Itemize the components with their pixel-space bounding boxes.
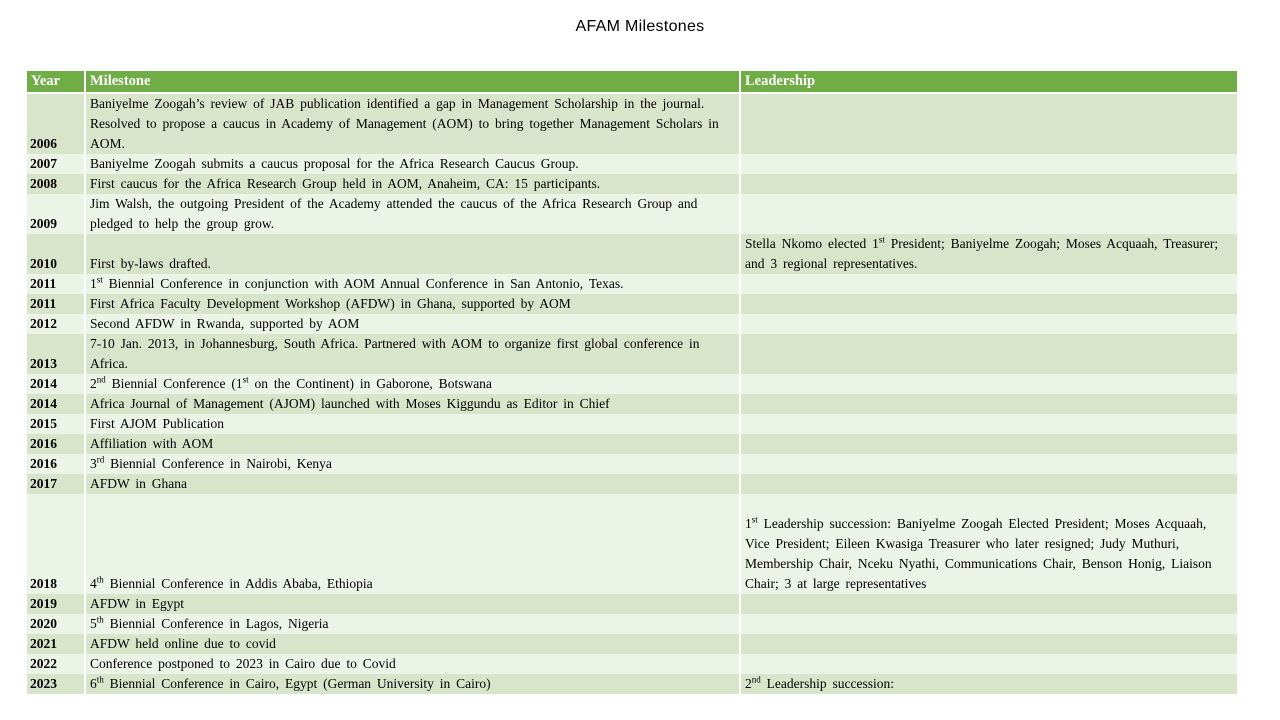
table-row xyxy=(27,674,1237,694)
table-row xyxy=(27,454,1237,474)
milestone-cell: Baniyelme Zoogah’s review of JAB publication identified a gap in Management Scholarship in the journal. Resolved to propose a caucus in Academy of Management (AOM) to bring together Management Scholars in AOM. xyxy=(85,93,740,154)
page-title: AFAM Milestones xyxy=(575,18,705,35)
leadership-cell xyxy=(740,414,1237,434)
milestones-table xyxy=(27,71,1237,694)
year-cell: 2022 xyxy=(27,654,85,674)
year-cell: 2018 xyxy=(27,494,85,594)
leadership-cell xyxy=(740,174,1237,194)
table-row xyxy=(27,93,1237,154)
milestone-cell: 1st Biennial Conference in conjunction with AOM Annual Conference in San Antonio, Texas. xyxy=(85,274,740,294)
table-row xyxy=(27,334,1237,374)
leadership-cell xyxy=(740,314,1237,334)
milestone-cell: 3rd Biennial Conference in Nairobi, Kenya xyxy=(85,454,740,474)
table-row xyxy=(27,654,1237,674)
milestone-cell: First AJOM Publication xyxy=(85,414,740,434)
milestone-cell: 5th Biennial Conference in Lagos, Nigeria xyxy=(85,614,740,634)
table-row xyxy=(27,394,1237,414)
year-cell: 2011 xyxy=(27,294,85,314)
leadership-cell xyxy=(740,634,1237,654)
year-cell: 2010 xyxy=(27,234,85,274)
leadership-cell xyxy=(740,594,1237,614)
leadership-cell xyxy=(740,614,1237,634)
column-header-milestone: Milestone xyxy=(85,71,740,93)
table-row xyxy=(27,274,1237,294)
year-cell: 2016 xyxy=(27,454,85,474)
table-row xyxy=(27,634,1237,654)
milestone-cell: Africa Journal of Management (AJOM) launched with Moses Kiggundu as Editor in Chief xyxy=(85,394,740,414)
leadership-cell xyxy=(740,334,1237,374)
year-cell: 2017 xyxy=(27,474,85,494)
milestone-cell: 7-10 Jan. 2013, in Johannesburg, South Africa. Partnered with AOM to organize first global conference in Africa. xyxy=(85,334,740,374)
milestone-cell: Baniyelme Zoogah submits a caucus proposal for the Africa Research Caucus Group. xyxy=(85,154,740,174)
milestone-cell: 2nd Biennial Conference (1st on the Continent) in Gaborone, Botswana xyxy=(85,374,740,394)
table-row xyxy=(27,494,1237,594)
milestone-cell: Second AFDW in Rwanda, supported by AOM xyxy=(85,314,740,334)
leadership-cell xyxy=(740,434,1237,454)
table-row xyxy=(27,194,1237,234)
year-cell: 2009 xyxy=(27,194,85,234)
milestones-table-body xyxy=(27,93,1237,694)
leadership-cell: 1st Leadership succession: Baniyelme Zoogah Elected President; Moses Acquaah, Vice President; Eileen Kwasiga Treasurer who later resigned; Judy Muthuri, Membership Chair, Nceku Nyathi, Communications Chair, Benson Honig, Liaison Chair; 3 at large representatives xyxy=(740,494,1237,594)
table-row xyxy=(27,294,1237,314)
milestone-cell: Jim Walsh, the outgoing President of the Academy attended the caucus of the Africa Research Group and pledged to help the group grow. xyxy=(85,194,740,234)
year-cell: 2016 xyxy=(27,434,85,454)
column-header-year: Year xyxy=(27,71,85,93)
year-cell: 2006 xyxy=(27,93,85,154)
table-row xyxy=(27,154,1237,174)
year-cell: 2021 xyxy=(27,634,85,654)
year-cell: 2013 xyxy=(27,334,85,374)
milestone-cell: First caucus for the Africa Research Group held in AOM, Anaheim, CA: 15 participants. xyxy=(85,174,740,194)
leadership-cell xyxy=(740,474,1237,494)
milestone-cell: 4th Biennial Conference in Addis Ababa, Ethiopia xyxy=(85,494,740,594)
milestone-cell: First Africa Faculty Development Workshop (AFDW) in Ghana, supported by AOM xyxy=(85,294,740,314)
table-row xyxy=(27,474,1237,494)
table-row xyxy=(27,174,1237,194)
milestone-cell: AFDW in Egypt xyxy=(85,594,740,614)
table-row xyxy=(27,314,1237,334)
table-row xyxy=(27,614,1237,634)
leadership-cell xyxy=(740,394,1237,414)
year-cell: 2014 xyxy=(27,374,85,394)
table-row xyxy=(27,434,1237,454)
leadership-cell xyxy=(740,654,1237,674)
leadership-cell: Stella Nkomo elected 1st President; Baniyelme Zoogah; Moses Acquaah, Treasurer; and 3 regional representatives. xyxy=(740,234,1237,274)
year-cell: 2008 xyxy=(27,174,85,194)
year-cell: 2023 xyxy=(27,674,85,694)
milestone-cell: Affiliation with AOM xyxy=(85,434,740,454)
milestone-cell: First by-laws drafted. xyxy=(85,234,740,274)
year-cell: 2019 xyxy=(27,594,85,614)
header-row xyxy=(27,71,1237,93)
year-cell: 2015 xyxy=(27,414,85,434)
leadership-cell xyxy=(740,194,1237,234)
table-row xyxy=(27,414,1237,434)
milestone-cell: Conference postponed to 2023 in Cairo due to Covid xyxy=(85,654,740,674)
leadership-cell xyxy=(740,154,1237,174)
leadership-cell xyxy=(740,93,1237,154)
table-row xyxy=(27,234,1237,274)
milestone-cell: AFDW in Ghana xyxy=(85,474,740,494)
milestone-cell: 6th Biennial Conference in Cairo, Egypt (German University in Cairo) xyxy=(85,674,740,694)
leadership-cell: 2nd Leadership succession: xyxy=(740,674,1237,694)
year-cell: 2012 xyxy=(27,314,85,334)
year-cell: 2020 xyxy=(27,614,85,634)
table-row xyxy=(27,594,1237,614)
year-cell: 2011 xyxy=(27,274,85,294)
leadership-cell xyxy=(740,454,1237,474)
column-header-leadership: Leadership xyxy=(740,71,1237,93)
leadership-cell xyxy=(740,374,1237,394)
leadership-cell xyxy=(740,294,1237,314)
leadership-cell xyxy=(740,274,1237,294)
table-header xyxy=(27,71,1237,93)
year-cell: 2007 xyxy=(27,154,85,174)
year-cell: 2014 xyxy=(27,394,85,414)
table-row xyxy=(27,374,1237,394)
milestone-cell: AFDW held online due to covid xyxy=(85,634,740,654)
